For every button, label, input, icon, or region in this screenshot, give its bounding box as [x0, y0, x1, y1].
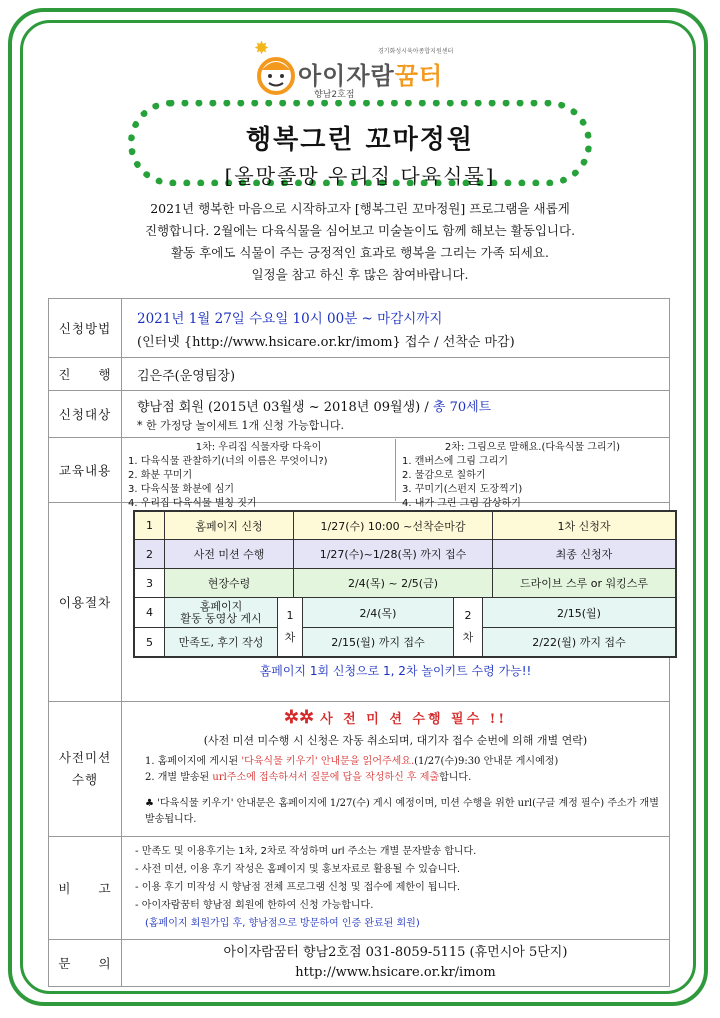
list-item: 4. 내가 그린 그림 감상하기 — [402, 498, 521, 509]
logo-branch: 향남2호점 — [314, 90, 355, 100]
table-row-target — [49, 391, 670, 438]
edu-session-1-title: 1차: 우리집 식물자랑 다육이 — [195, 442, 322, 453]
apply-method: (인터넷 {http://www.hsicare.or.kr/imom} 접수 / 선착순 마감) — [137, 334, 515, 350]
table-row-apply — [49, 299, 670, 358]
target-label: 신청대상 — [49, 391, 122, 438]
first-post-date: 2/4(목) — [302, 597, 454, 628]
edu-session-2-title: 2차: 그림으로 말해요.(다육식물 그리기) — [444, 442, 621, 453]
list-item: - 아이자람꿈터 향남점 회원에 한하여 신청 가능합니다. — [135, 900, 374, 911]
list-item: 1. 다육식물 관찰하기(너의 이름은 무엇이니?) — [128, 456, 328, 467]
inquiry-url[interactable]: http://www.hsicare.or.kr/imom — [295, 965, 496, 980]
step-number: 5 — [133, 627, 165, 658]
list-item: 3. 꾸미기(스펀지 도장찍기) — [402, 484, 523, 495]
child-face-icon — [254, 52, 298, 96]
inquiry-label: 문 의 — [49, 940, 122, 987]
table-row-mission — [49, 702, 670, 837]
list-item: - 만족도 및 이용후기는 1차, 2차로 작성하며 url 주소는 개별 문자발송 합니다. — [135, 846, 477, 857]
list-item: - 사전 미션, 이용 후기 작성은 홈페이지 및 홍보자료로 활용될 수 있습니다. — [135, 864, 461, 875]
step-name: 홈페이지 신청 — [164, 510, 294, 540]
list-item: - 이용 후기 미작성 시 향남점 전체 프로그램 신청 및 접수에 제한이 됩니다. — [135, 882, 461, 893]
progress-value: 김은주(운영팀장) — [137, 368, 236, 384]
table-row-inquiry — [49, 940, 670, 987]
second-post-date: 2/15(월) — [482, 597, 677, 628]
procedure-note: 홈페이지 1회 신청으로 1, 2차 놀이키트 수령 가능!! — [259, 664, 532, 678]
step-name: 홈페이지 활동 동영상 게시 — [164, 597, 278, 628]
list-item: 1. 캔버스에 그림 그리기 — [402, 456, 509, 467]
step-target: 1차 신청자 — [492, 510, 677, 540]
intro-line: 활동 후에도 식물이 주는 긍정적인 효과로 행복을 그리는 가족 되세요. — [171, 245, 549, 260]
remarks-list — [123, 843, 668, 933]
step-target: 최종 신청자 — [492, 539, 677, 569]
apply-label: 신청방법 — [49, 299, 122, 358]
procedure-table — [133, 510, 677, 658]
page-title: 행복그린 꼬마정원 — [246, 125, 474, 155]
mission-heading: ✲✲ 사 전 미 션 수행 필수 !! — [283, 707, 508, 728]
mission-label: 사전미션 수행 — [49, 702, 122, 837]
first-review-date: 2/15(월) 까지 접수 — [302, 627, 454, 658]
step-number: 4 — [133, 597, 165, 628]
mission-steps — [123, 754, 668, 786]
intro-line: 진행합니다. 2월에는 다육식물을 심어보고 미술놀이도 함께 해보는 활동입니다. — [144, 223, 576, 238]
mission-step: 2. 개별 발송된 url주소에 접속하셔서 질문에 답을 작성하신 후 제출합니다. — [145, 772, 472, 783]
progress-label: 진 행 — [49, 358, 122, 391]
target-line: 향남점 회원 (2015년 03월생 ~ 2018년 09월생) / 총 70세트 — [137, 399, 492, 415]
mission-step: 1. 홈페이지에 게시된 '다육식물 키우기' 안내문을 읽어주세요.(1/27(수)9:30 안내문 게시예정) — [145, 756, 559, 767]
table-row-procedure — [49, 503, 670, 702]
first-session-label: 1 차 — [277, 597, 303, 658]
list-item: 4. 우리집 다육식물 별칭 짓기 — [128, 498, 257, 509]
list-item: 2. 화분 꾸미기 — [128, 470, 193, 481]
step-date: 1/27(수)~1/28(목) 까지 접수 — [293, 539, 493, 569]
logo-name: 아이자람꿈터 — [298, 62, 444, 90]
inquiry-contact: 아이자람꿈터 향남2호점 031-8059-5115 (휴먼시아 5단지) — [223, 945, 568, 960]
table-row-remarks — [49, 837, 670, 940]
logo-org-name: 경기화성시육아종합지원센터 — [378, 48, 454, 55]
step-target: 드라이브 스루 or 워킹스루 — [492, 568, 677, 598]
step-date: 2/4(목) ~ 2/5(금) — [293, 568, 493, 598]
step-number: 3 — [133, 568, 165, 598]
table-row-education — [49, 438, 670, 503]
edu-session-2 — [395, 439, 669, 509]
intro-line: 2021년 행복한 마음으로 시작하고자 [행복그린 꼬마정원] 프로그램을 새롭게 — [150, 201, 570, 216]
star-icon: ✸ — [254, 38, 270, 59]
mission-footnote: ♣ '다육식물 키우기' 안내문은 홈페이지에 1/27(수) 게시 예정이며, 미션 수행을 위한 url(구글 계정 필수) 주소가 개별 발송됩니다. — [145, 798, 659, 825]
intro-line: 일정을 참고 하신 후 많은 참여바랍니다. — [251, 267, 469, 282]
remarks-label: 비 고 — [49, 837, 122, 940]
second-session-label: 2 차 — [453, 597, 483, 658]
mission-notice: (사전 미션 미수행 시 신청은 자동 취소되며, 대기자 접수 순번에 의해 개별 연락) — [203, 734, 588, 747]
list-item: 2. 물감으로 칠하기 — [402, 470, 486, 481]
title-box — [128, 100, 592, 186]
edu-session-1 — [122, 439, 395, 509]
edu-label: 교육내용 — [49, 438, 122, 503]
target-note: * 한 가정당 놀이세트 1개 신청 가능합니다. — [137, 418, 344, 432]
apply-period: 2021년 1월 27일 수요일 10시 00분 ~ 마감시까지 — [137, 310, 443, 327]
pinwheel-icon: ✲✲ — [283, 707, 315, 728]
procedure-label: 이용절차 — [49, 503, 122, 702]
page-subtitle: [올망졸망 우리집 다육식물] — [224, 164, 496, 188]
second-review-date: 2/22(월) 까지 접수 — [482, 627, 677, 658]
step-date: 1/27(수) 10:00 ~선착순마감 — [293, 510, 493, 540]
info-table — [48, 298, 670, 987]
list-item: 3. 다육식물 화분에 심기 — [128, 484, 235, 495]
step-name: 만족도, 후기 작성 — [164, 627, 278, 658]
step-name: 현장수령 — [164, 568, 294, 598]
step-name: 사전 미션 수행 — [164, 539, 294, 569]
remarks-subnote: (홈페이지 회원가입 후, 향남점으로 방문하여 인증 완료된 회원) — [145, 918, 420, 929]
step-number: 1 — [133, 510, 165, 540]
table-row-progress — [49, 358, 670, 391]
step-number: 2 — [133, 539, 165, 569]
logo — [254, 38, 474, 104]
intro-paragraph — [70, 198, 650, 286]
